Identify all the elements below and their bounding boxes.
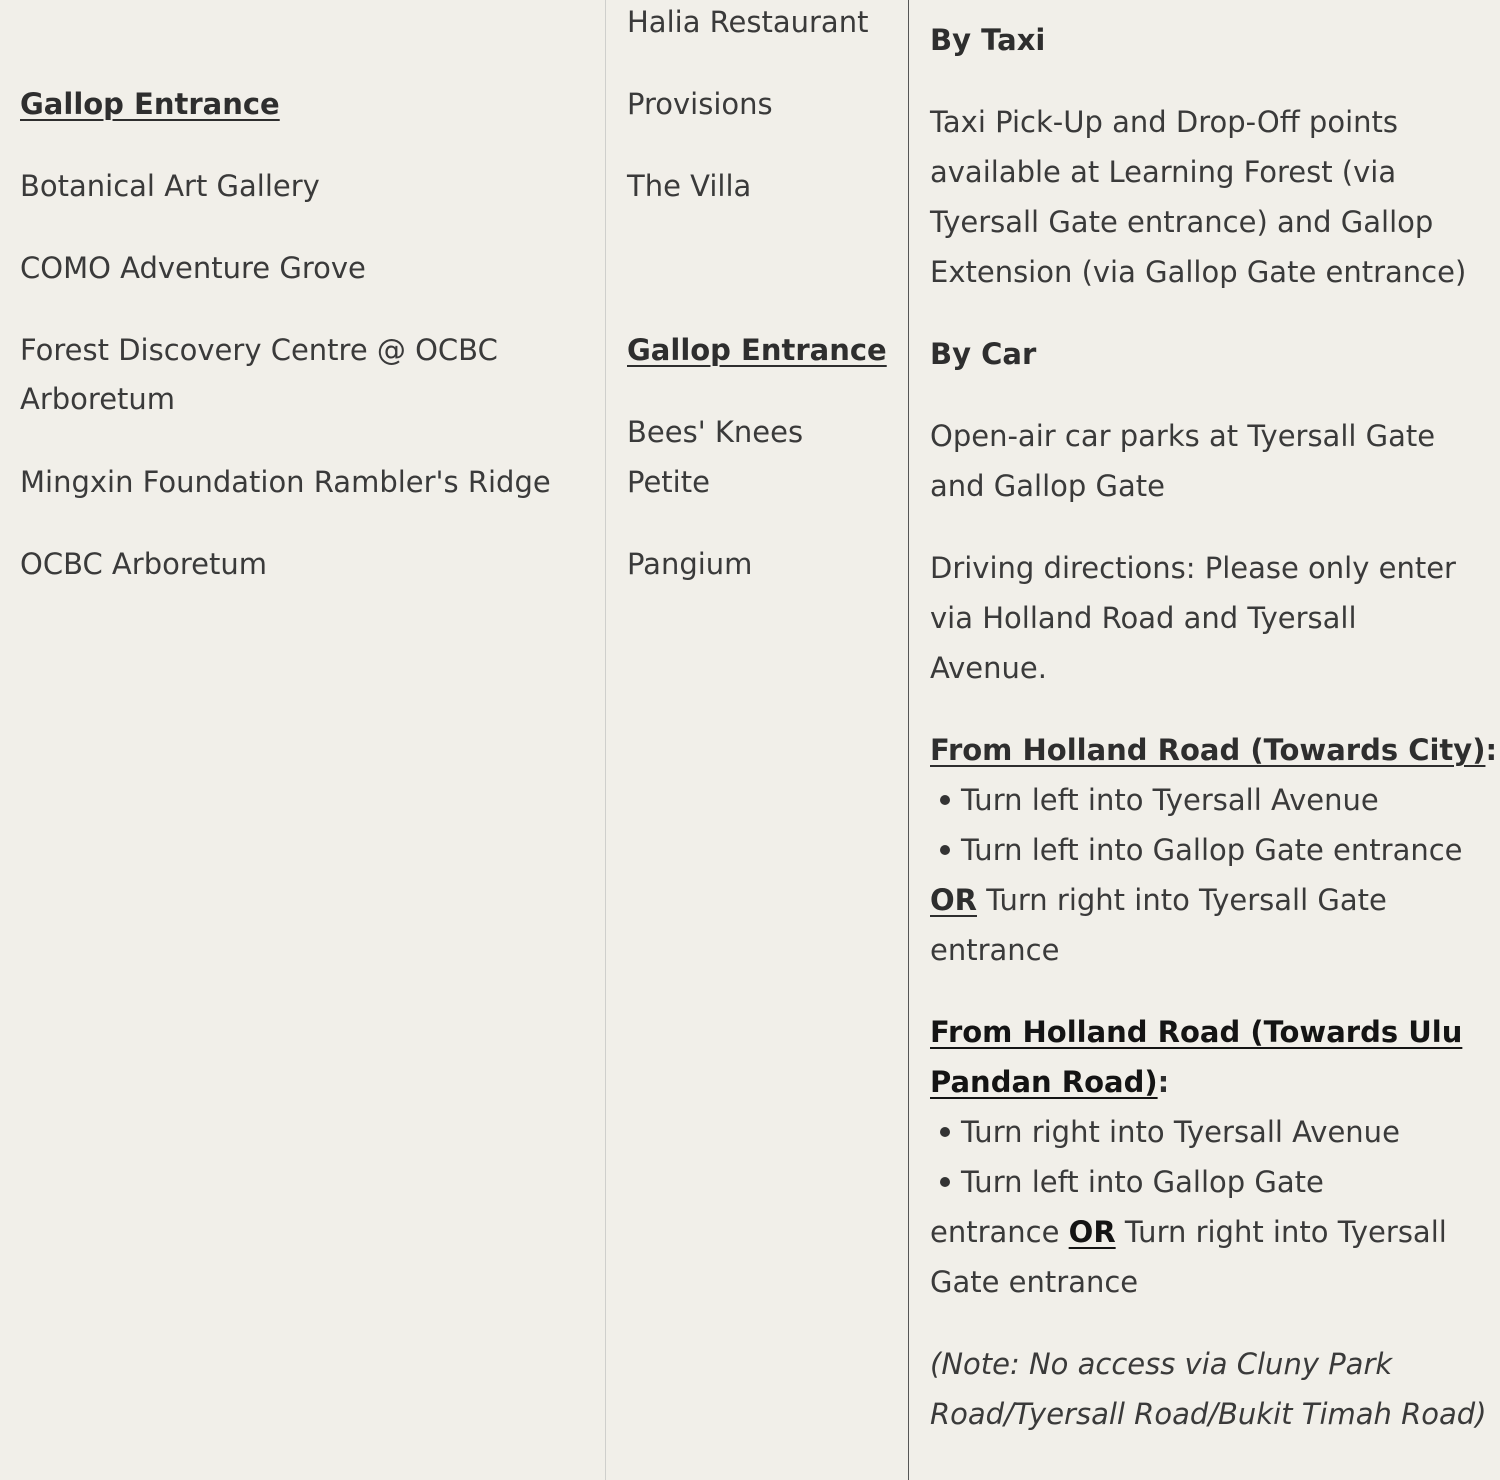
taxi-text: available at Learning Forest (via bbox=[930, 155, 1397, 189]
route-heading bbox=[930, 1057, 1169, 1107]
route-text bbox=[930, 1207, 1447, 1257]
route-text-rest: Turn right into Tyersall Gate bbox=[976, 883, 1387, 917]
taxi-text: Tyersall Gate entrance) and Gallop bbox=[930, 205, 1434, 239]
list-item: Mingxin Foundation Rambler's Ridge bbox=[20, 465, 551, 499]
bullet-icon bbox=[940, 795, 950, 805]
middle-column bbox=[605, 0, 908, 1480]
list-item: Arboretum bbox=[20, 382, 176, 416]
route-city-link[interactable]: From Holland Road (Towards City) bbox=[930, 733, 1486, 767]
list-item: Petite bbox=[627, 465, 710, 499]
bullet-text: Turn left into Gallop Gate bbox=[961, 1165, 1324, 1199]
route-colon: : bbox=[1157, 1065, 1170, 1099]
bullet-text: Turn left into Tyersall Avenue bbox=[961, 783, 1379, 817]
carpark-text: Open-air car parks at Tyersall Gate bbox=[930, 419, 1436, 453]
route-text bbox=[930, 875, 1387, 925]
route-text: Gate entrance bbox=[930, 1265, 1139, 1299]
gallop-entrance-link[interactable]: Gallop Entrance bbox=[20, 87, 280, 121]
list-item: Pangium bbox=[627, 547, 753, 581]
carpark-text: and Gallop Gate bbox=[930, 469, 1165, 503]
list-item bbox=[930, 775, 1379, 825]
route-text-rest: Turn right into Tyersall bbox=[1115, 1215, 1447, 1249]
taxi-text: Taxi Pick-Up and Drop-Off points bbox=[930, 105, 1398, 139]
list-item: Botanical Art Gallery bbox=[20, 169, 320, 203]
or-emphasis: OR bbox=[930, 883, 977, 917]
directions-text: Driving directions: Please only enter bbox=[930, 551, 1456, 585]
route-heading bbox=[930, 1007, 1462, 1057]
route-text-pre: entrance bbox=[930, 1215, 1069, 1249]
bullet-icon bbox=[940, 1177, 950, 1187]
list-item: COMO Adventure Grove bbox=[20, 251, 366, 285]
bullet-icon bbox=[940, 845, 950, 855]
access-note: (Note: No access via Cluny Park bbox=[930, 1347, 1393, 1381]
list-item: Halia Restaurant bbox=[627, 5, 869, 39]
route-colon: : bbox=[1485, 733, 1498, 767]
list-item: The Villa bbox=[627, 169, 752, 203]
directions-text: via Holland Road and Tyersall bbox=[930, 601, 1357, 635]
route-text: entrance bbox=[930, 933, 1060, 967]
list-item: Forest Discovery Centre @ OCBC bbox=[20, 333, 498, 367]
list-item bbox=[930, 1157, 1324, 1207]
list-item bbox=[930, 1107, 1400, 1157]
access-note: Road/Tyersall Road/Bukit Timah Road) bbox=[930, 1397, 1487, 1431]
directions-text: Avenue. bbox=[930, 651, 1047, 685]
left-column bbox=[0, 0, 604, 1480]
bullet-text: Turn right into Tyersall Avenue bbox=[961, 1115, 1400, 1149]
list-item: OCBC Arboretum bbox=[20, 547, 267, 581]
bullet-icon bbox=[940, 1127, 950, 1137]
list-item: Provisions bbox=[627, 87, 773, 121]
route-ulu-pandan-link[interactable]: Pandan Road) bbox=[930, 1065, 1158, 1099]
route-ulu-pandan-link[interactable]: From Holland Road (Towards Ulu bbox=[930, 1015, 1463, 1049]
taxi-heading: By Taxi bbox=[930, 23, 1046, 57]
right-column bbox=[908, 0, 1500, 1480]
route-heading bbox=[930, 725, 1497, 775]
list-item: Bees' Knees bbox=[627, 415, 804, 449]
list-item bbox=[930, 825, 1463, 875]
gallop-entrance-link[interactable]: Gallop Entrance bbox=[627, 333, 887, 367]
taxi-text: Extension (via Gallop Gate entrance) bbox=[930, 255, 1467, 289]
car-heading: By Car bbox=[930, 337, 1037, 371]
bullet-text: Turn left into Gallop Gate entrance bbox=[961, 833, 1463, 867]
or-emphasis: OR bbox=[1068, 1215, 1116, 1249]
